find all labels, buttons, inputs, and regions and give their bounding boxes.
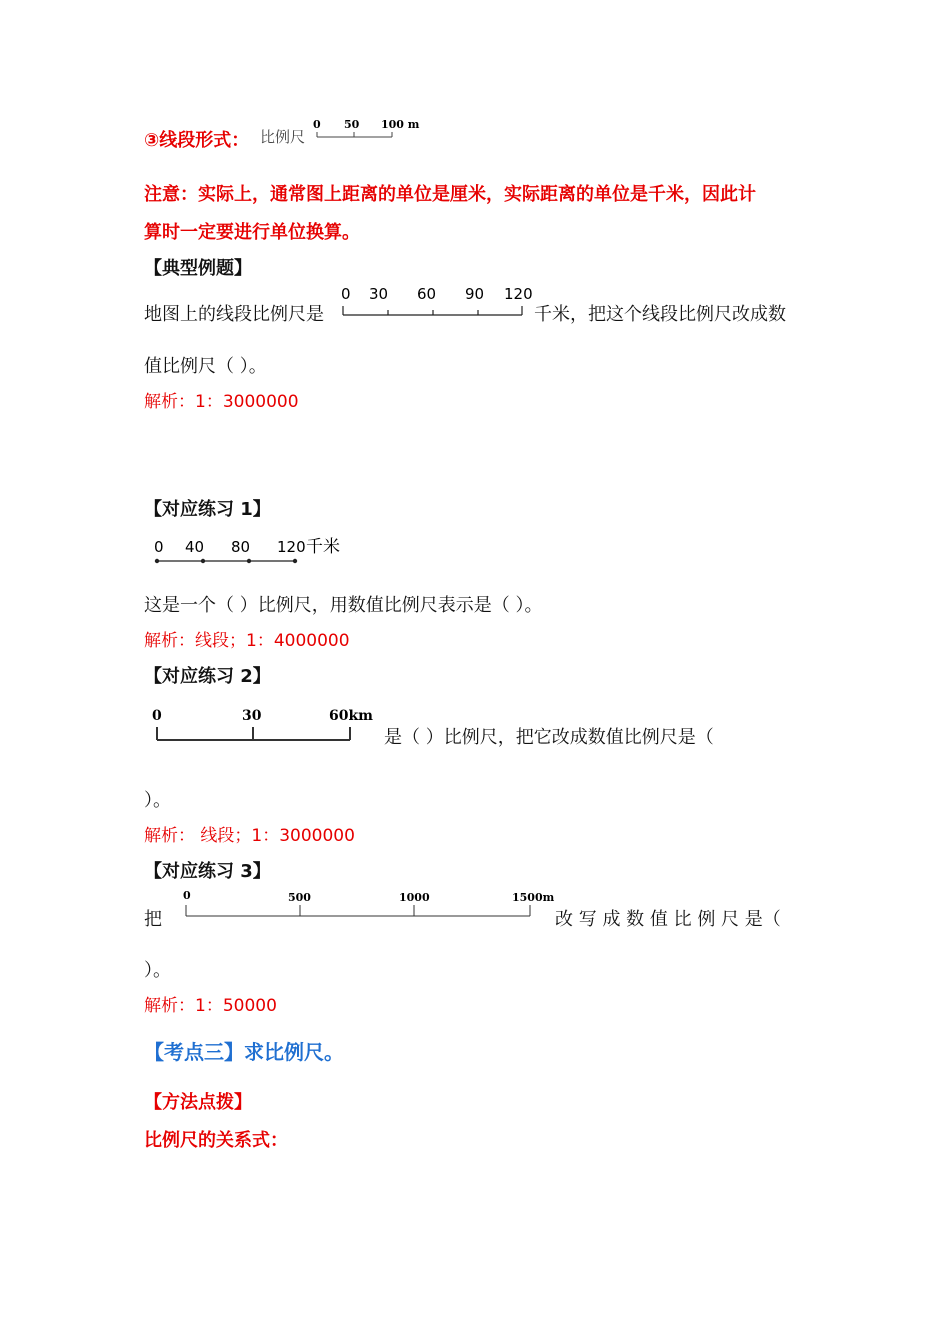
tick-label: 1500m bbox=[512, 891, 555, 904]
tick-label: 0 bbox=[183, 889, 191, 902]
exercise-3-question-line-2: ）。 bbox=[144, 960, 171, 981]
exercise-2-question-line-1: 是（ ）比例尺，把它改成数值比例尺是（ bbox=[384, 727, 714, 748]
tick-label: 60km bbox=[329, 708, 373, 724]
exercise-1-question: 这是一个（ ）比例尺，用数值比例尺表示是（ ）。 bbox=[144, 595, 543, 616]
section-heading-segment-form: ③线段形式： bbox=[144, 130, 250, 151]
exercise-3-question-end: 改 写 成 数 值 比 例 尺 是（ bbox=[555, 909, 781, 930]
exercise-3-question-start: 把 bbox=[144, 909, 162, 930]
tick-label: 60 bbox=[417, 285, 437, 303]
tick-label: 50 bbox=[344, 118, 360, 131]
tick-label: 80 bbox=[231, 538, 251, 556]
example-answer: 解析：1：3000000 bbox=[144, 392, 299, 412]
exercise-1-answer: 解析：线段；1：4000000 bbox=[144, 631, 350, 651]
tick-label: 0 bbox=[341, 285, 351, 303]
tick-label: 0 bbox=[313, 118, 321, 131]
tick-label: 30 bbox=[242, 708, 262, 724]
exercise-2-question-line-2: ）。 bbox=[144, 790, 171, 811]
tick-label: 1000 bbox=[399, 891, 430, 904]
tick-label: 0 bbox=[154, 538, 164, 556]
exercise-2-heading: 【对应练习 2】 bbox=[144, 666, 271, 687]
example-question-line-2: 值比例尺（ ）。 bbox=[144, 356, 267, 377]
exercise-3-answer: 解析：1：50000 bbox=[144, 996, 277, 1016]
exercise-2-answer: 解析： 线段；1：3000000 bbox=[144, 826, 355, 846]
formula-label: 比例尺的关系式： bbox=[144, 1130, 288, 1151]
note-line-2: 算时一定要进行单位换算。 bbox=[144, 222, 360, 243]
exercise-1-heading: 【对应练习 1】 bbox=[144, 499, 271, 520]
example-question-start: 地图上的线段比例尺是 bbox=[144, 304, 324, 325]
tick-label: 500 bbox=[288, 891, 311, 904]
note-line-1: 注意：实际上，通常图上距离的单位是厘米，实际距离的单位是千米，因此计 bbox=[144, 184, 756, 205]
tick-label: 100 m bbox=[381, 118, 420, 131]
tick-label: 0 bbox=[152, 708, 162, 724]
method-heading: 【方法点拨】 bbox=[144, 1092, 252, 1113]
scale-label: 比例尺 bbox=[260, 128, 306, 146]
exercise-3-heading: 【对应练习 3】 bbox=[144, 861, 271, 882]
tick-label: 40 bbox=[185, 538, 205, 556]
tick-label: 120 bbox=[277, 538, 306, 556]
key-point-3-title: 【考点三】求比例尺。 bbox=[144, 1040, 344, 1064]
example-question-end: 千米，把这个线段比例尺改成数 bbox=[534, 304, 786, 325]
tick-label: 90 bbox=[465, 285, 485, 303]
unit-label: 千米 bbox=[306, 537, 340, 557]
tick-label: 30 bbox=[369, 285, 389, 303]
tick-label: 120 bbox=[504, 285, 533, 303]
example-heading: 【典型例题】 bbox=[144, 258, 252, 279]
